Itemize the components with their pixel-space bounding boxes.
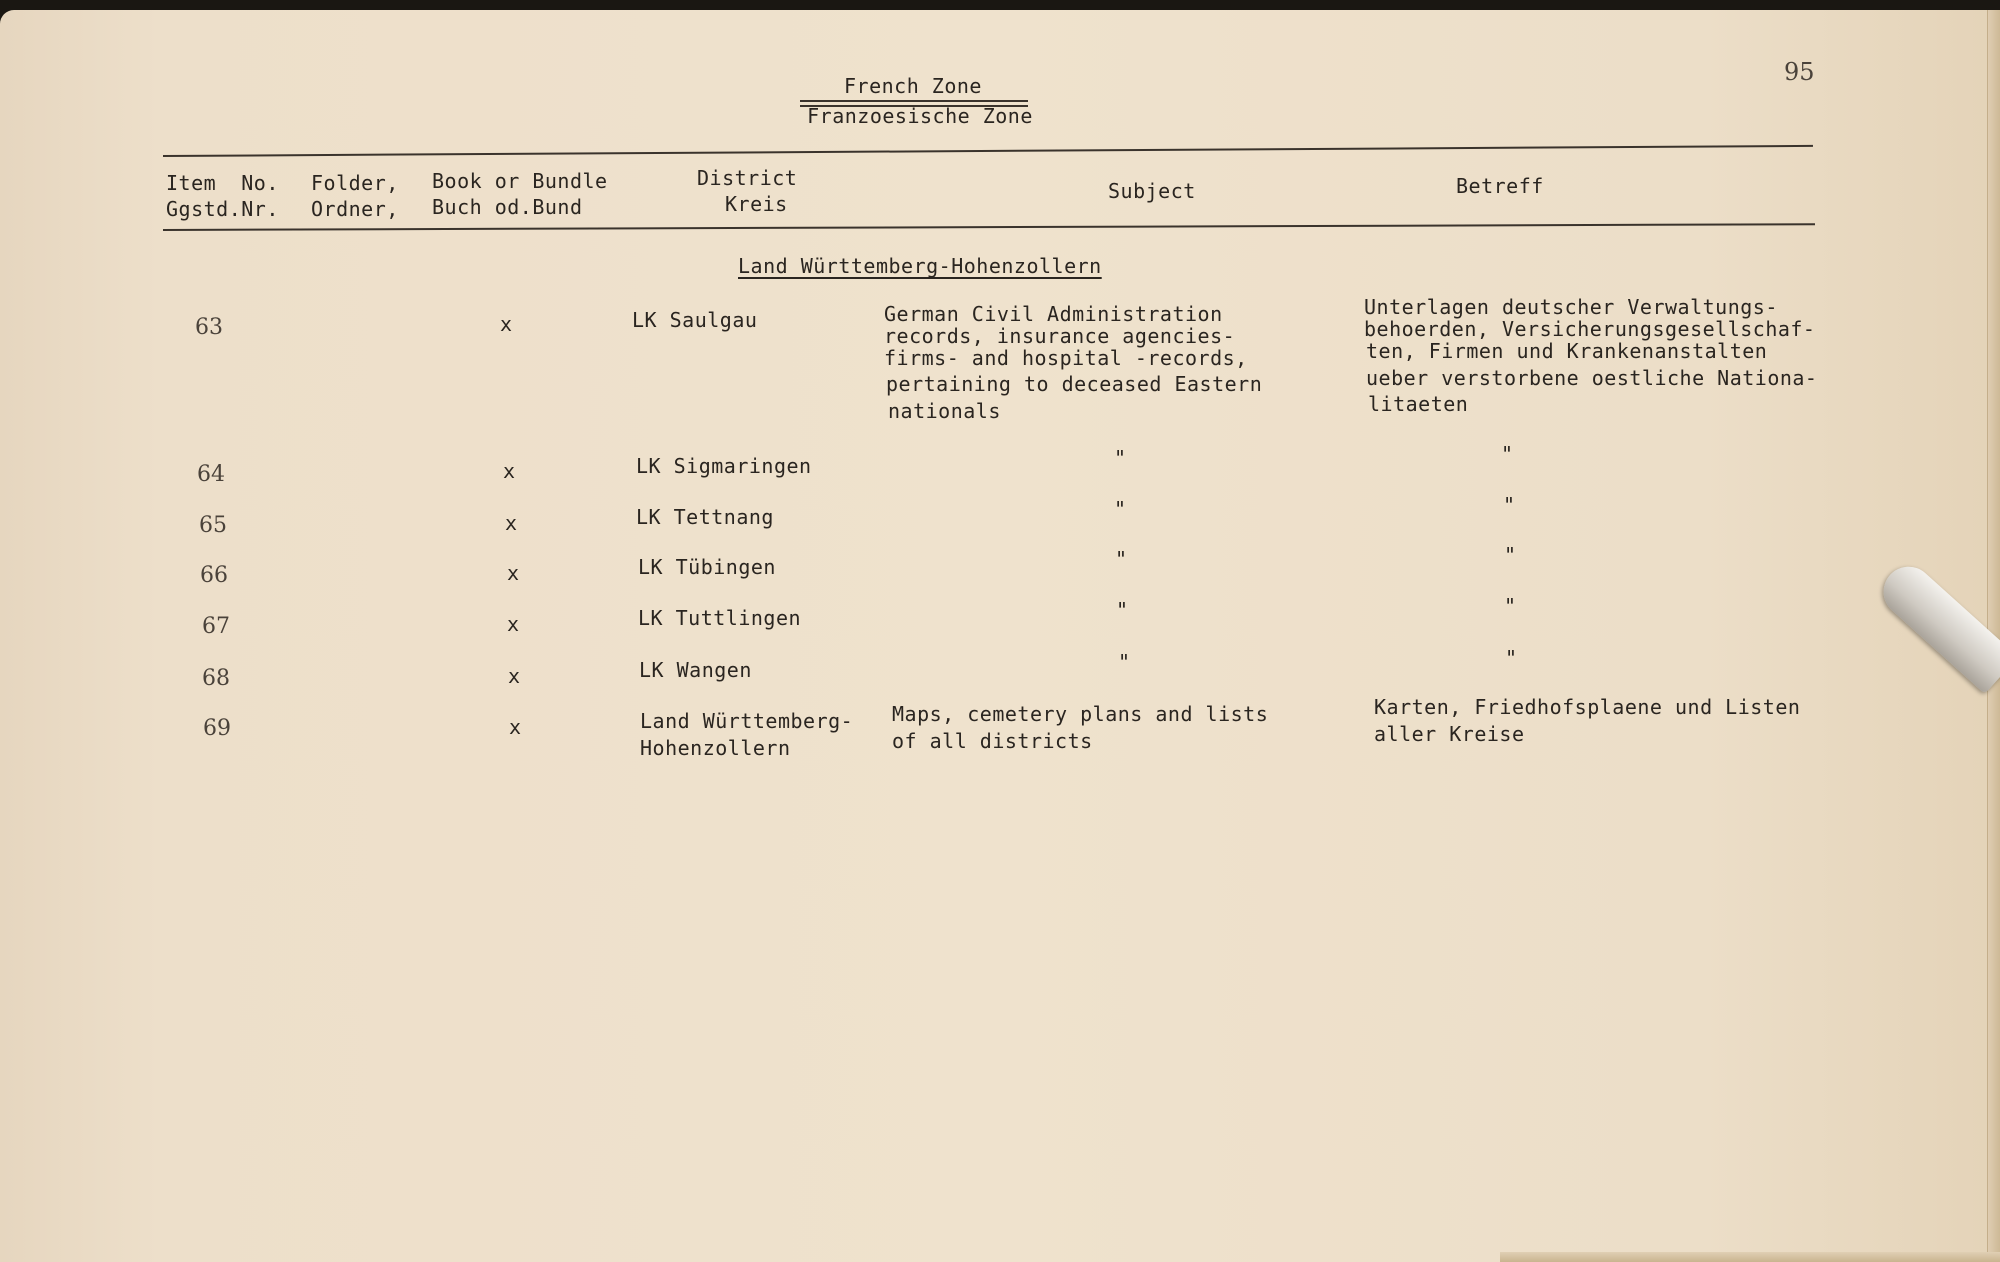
book-mark: x [509, 715, 522, 739]
ditto-mark: " [1505, 646, 1518, 670]
item-number: 64 [197, 462, 225, 487]
subject-line: nationals [888, 399, 1001, 423]
book-mark: x [507, 561, 520, 585]
title-underline-1 [800, 100, 1028, 102]
col-folder-en: Folder, [311, 171, 399, 195]
district: LK Wangen [639, 658, 752, 682]
district: LK Saulgau [632, 308, 758, 332]
binder-clip [1873, 556, 2000, 694]
item-number: 67 [202, 614, 230, 639]
subject-line: pertaining to deceased Eastern [886, 372, 1263, 396]
betreff-line: litaeten [1368, 392, 1469, 416]
ditto-mark: " [1503, 493, 1516, 517]
book-mark: x [503, 459, 516, 483]
col-book-en: Book or Bundle [432, 169, 608, 193]
ditto-mark: " [1501, 442, 1514, 466]
book-mark: x [507, 612, 520, 636]
col-district-de: Kreis [725, 192, 788, 216]
zone-title-en: French Zone [844, 74, 982, 98]
ditto-mark: " [1115, 547, 1128, 571]
district: Hohenzollern [640, 736, 791, 760]
item-number: 69 [203, 716, 231, 741]
betreff-line: Unterlagen deutscher Verwaltungs- [1364, 295, 1778, 319]
subject-line: records, insurance agencies- [884, 324, 1236, 348]
document-page [0, 10, 2000, 1262]
ditto-mark: " [1116, 598, 1129, 622]
item-number: 68 [202, 666, 230, 691]
district: LK Tettnang [636, 505, 774, 529]
subject-line: German Civil Administration [884, 302, 1223, 326]
district: LK Tübingen [638, 555, 776, 579]
item-number: 65 [199, 513, 227, 538]
district: Land Württemberg- [640, 709, 854, 733]
book-mark: x [508, 664, 521, 688]
district: LK Tuttlingen [638, 606, 802, 630]
col-subject: Subject [1108, 179, 1196, 203]
ditto-mark: " [1118, 650, 1131, 674]
ditto-mark: " [1504, 594, 1517, 618]
col-folder-de: Ordner, [311, 197, 399, 221]
subject-line: Maps, cemetery plans and lists [892, 702, 1269, 726]
table-header-rule [163, 223, 1815, 231]
betreff-line: behoerden, Versicherungsgesellschaf- [1364, 317, 1816, 341]
betreff-line: ueber verstorbene oestliche Nationa- [1366, 366, 1818, 390]
betreff-line: Karten, Friedhofsplaene und Listen [1374, 695, 1801, 719]
ditto-mark: " [1504, 543, 1517, 567]
col-betreff: Betreff [1456, 174, 1544, 198]
betreff-line: ten, Firmen und Krankenanstalten [1366, 339, 1768, 363]
section-title: Land Württemberg-Hohenzollern [738, 254, 1102, 278]
book-mark: x [505, 511, 518, 535]
col-item-no-en: Item No. [166, 171, 279, 195]
book-mark: x [500, 312, 513, 336]
col-district-en: District [697, 166, 798, 190]
betreff-line: aller Kreise [1374, 722, 1525, 746]
ditto-mark: " [1114, 497, 1127, 521]
ditto-mark: " [1114, 446, 1127, 470]
subject-line: of all districts [892, 729, 1093, 753]
subject-line: firms- and hospital -records, [884, 346, 1248, 370]
item-number: 66 [200, 563, 228, 588]
page-edge-bottom [1500, 1252, 2000, 1262]
table-top-rule [163, 145, 1813, 157]
page-number: 95 [1784, 58, 1815, 86]
item-number: 63 [195, 315, 223, 340]
district: LK Sigmaringen [636, 454, 812, 478]
zone-title-de: Franzoesische Zone [807, 104, 1033, 128]
col-item-no-de: Ggstd.Nr. [166, 197, 279, 221]
col-book-de: Buch od.Bund [432, 195, 583, 219]
